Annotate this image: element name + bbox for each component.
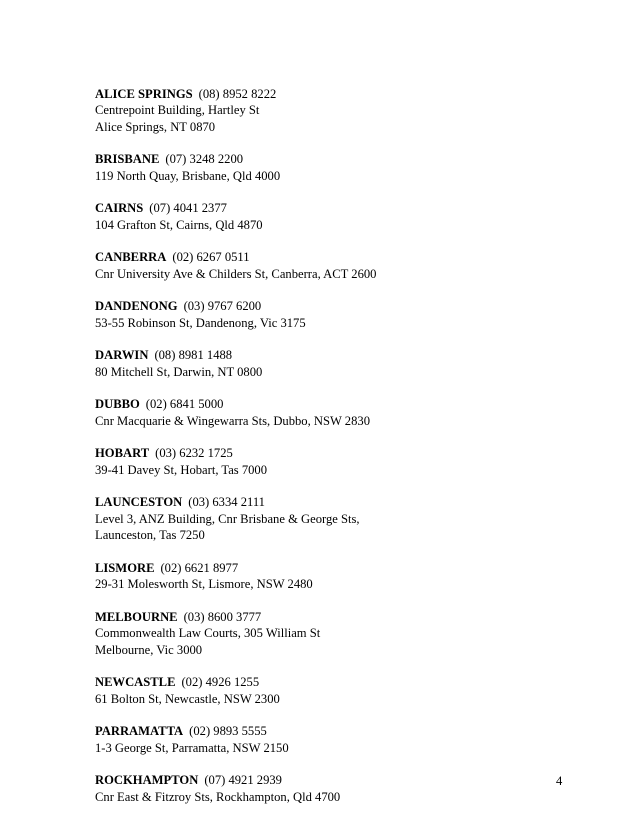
phone-number: (03) 8600 3777 — [183, 609, 262, 624]
address-line: 61 Bolton St, Newcastle, NSW 2300 — [95, 691, 280, 706]
city-name: PARRAMATTA — [95, 724, 184, 739]
address-line: Cnr University Ave & Childers St, Canberra, ACT 2600 — [95, 266, 377, 281]
address-line: 39-41 Davey St, Hobart, Tas 7000 — [95, 462, 268, 477]
phone-number: (08) 8952 8222 — [198, 87, 277, 101]
address-line: 1-3 George St, Parramatta, NSW 2150 — [95, 740, 289, 755]
city-name: DARWIN — [95, 348, 149, 363]
directory-entry — [95, 298, 575, 331]
entry-heading — [95, 772, 575, 788]
directory-entry — [95, 609, 575, 658]
directory-entry — [95, 494, 575, 543]
page-number: 4 — [556, 774, 563, 788]
entry-heading — [95, 86, 575, 102]
city-name: HOBART — [95, 446, 150, 461]
entry-heading — [95, 560, 575, 576]
address-line: Launceston, Tas 7250 — [95, 528, 205, 543]
entry-heading — [95, 609, 575, 625]
city-name: DANDENONG — [95, 299, 178, 314]
address-line: 29-31 Molesworth St, Lismore, NSW 2480 — [95, 577, 313, 592]
entry-heading — [95, 723, 575, 739]
directory-entry — [95, 445, 575, 478]
directory-entry — [95, 396, 575, 429]
city-name: MELBOURNE — [95, 609, 178, 624]
city-name: CAIRNS — [95, 201, 144, 216]
address-line: 80 Mitchell St, Darwin, NT 0800 — [95, 364, 263, 379]
entry-heading — [95, 298, 575, 314]
address-line: Centrepoint Building, Hartley St — [95, 103, 260, 118]
phone-number: (02) 6267 0511 — [172, 250, 250, 265]
entry-heading — [95, 200, 575, 216]
directory-entry — [95, 772, 575, 805]
office-directory — [95, 86, 575, 821]
entry-heading — [95, 151, 575, 167]
entry-heading — [95, 396, 575, 412]
entry-heading — [95, 494, 575, 510]
phone-number: (03) 6334 2111 — [188, 495, 265, 510]
directory-entry — [95, 674, 575, 707]
phone-number: (07) 4921 2939 — [204, 773, 282, 788]
phone-number: (02) 4926 1255 — [181, 675, 260, 690]
city-name: CANBERRA — [95, 250, 167, 265]
directory-entry — [95, 347, 575, 380]
phone-number: (02) 6841 5000 — [145, 397, 224, 412]
phone-number: (07) 3248 2200 — [165, 152, 244, 167]
directory-entry — [95, 723, 575, 756]
entry-heading — [95, 347, 575, 363]
address-line: Level 3, ANZ Building, Cnr Brisbane & George Sts, — [95, 511, 360, 526]
directory-entry — [95, 151, 575, 184]
city-name: LISMORE — [95, 560, 155, 575]
city-name: LAUNCESTON — [95, 495, 183, 510]
phone-number: (02) 9893 5555 — [189, 724, 267, 739]
directory-entry — [95, 86, 575, 135]
city-name: DUBBO — [95, 397, 140, 412]
phone-number: (02) 6621 8977 — [160, 560, 239, 575]
directory-entry — [95, 200, 575, 233]
phone-number: (08) 8981 1488 — [154, 348, 233, 363]
directory-entry — [95, 249, 575, 282]
city-name: BRISBANE — [95, 152, 160, 167]
address-line: Alice Springs, NT 0870 — [95, 119, 216, 134]
entry-heading — [95, 674, 575, 690]
address-line: Cnr East & Fitzroy Sts, Rockhampton, Qld 4700 — [95, 789, 341, 804]
entry-heading — [95, 249, 575, 265]
phone-number: (03) 6232 1725 — [155, 446, 233, 461]
address-line: Cnr Macquarie & Wingewarra Sts, Dubbo, NSW 2830 — [95, 413, 370, 428]
address-line: 53-55 Robinson St, Dandenong, Vic 3175 — [95, 315, 306, 330]
address-line: 104 Grafton St, Cairns, Qld 4870 — [95, 217, 263, 232]
address-line: 119 North Quay, Brisbane, Qld 4000 — [95, 168, 281, 183]
directory-entry — [95, 560, 575, 593]
address-line: Melbourne, Vic 3000 — [95, 642, 203, 657]
city-name: ALICE SPRINGS — [95, 87, 193, 101]
entry-heading — [95, 445, 575, 461]
phone-number: (03) 9767 6200 — [183, 299, 262, 314]
phone-number: (07) 4041 2377 — [149, 201, 227, 216]
address-line: Commonwealth Law Courts, 305 William St — [95, 626, 321, 641]
city-name: ROCKHAMPTON — [95, 773, 199, 788]
city-name: NEWCASTLE — [95, 675, 176, 690]
